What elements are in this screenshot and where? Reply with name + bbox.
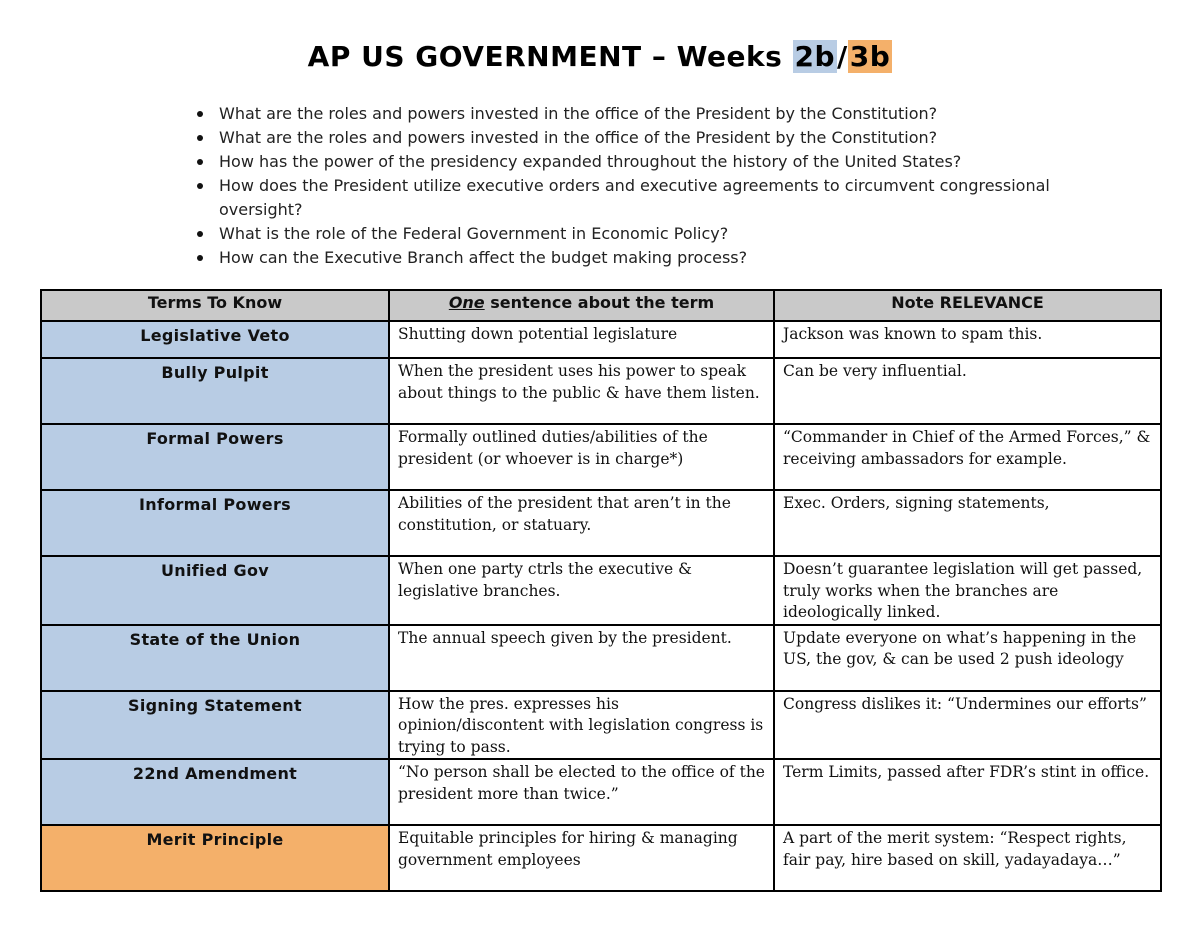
relevance-cell: Can be very influential. xyxy=(774,358,1161,424)
table-row xyxy=(41,321,1161,358)
sentence-cell: When one party ctrls the executive & legislative branches. xyxy=(389,556,774,625)
sentence-cell: Formally outlined duties/abilities of the president (or whoever is in charge*) xyxy=(389,424,774,490)
title-prefix: AP US GOVERNMENT – Weeks xyxy=(307,40,793,73)
relevance-cell: “Commander in Chief of the Armed Forces,” & receiving ambassadors for example. xyxy=(774,424,1161,490)
question-item: What is the role of the Federal Government in Economic Policy? xyxy=(195,222,1095,246)
title-week-b: 3b xyxy=(849,40,891,73)
sentence-cell: How the pres. expresses his opinion/discontent with legislation congress is trying to pass. xyxy=(389,691,774,760)
relevance-cell: Update everyone on what’s happening in the US, the gov, & can be used 2 push ideology xyxy=(774,625,1161,691)
question-item: What are the roles and powers invested in the office of the President by the Constitution? xyxy=(195,126,1095,150)
sentence-cell: Abilities of the president that aren’t in the constitution, or statuary. xyxy=(389,490,774,556)
table-row xyxy=(41,625,1161,691)
term-cell: 22nd Amendment xyxy=(41,759,389,825)
header-sentence xyxy=(389,290,774,321)
relevance-cell: Term Limits, passed after FDR’s stint in office. xyxy=(774,759,1161,825)
sentence-cell: The annual speech given by the president. xyxy=(389,625,774,691)
term-cell: Merit Principle xyxy=(41,825,389,891)
terms-table xyxy=(40,289,1162,892)
table-row xyxy=(41,556,1161,625)
question-item: How does the President utilize executive orders and executive agreements to circumvent congressional oversight? xyxy=(195,174,1095,222)
page-title xyxy=(0,40,1200,73)
table-row xyxy=(41,358,1161,424)
relevance-cell: Exec. Orders, signing statements, xyxy=(774,490,1161,556)
sentence-cell: When the president uses his power to speak about things to the public & have them listen. xyxy=(389,358,774,424)
term-cell: Informal Powers xyxy=(41,490,389,556)
title-week-a: 2b xyxy=(794,40,836,73)
term-cell: Signing Statement xyxy=(41,691,389,760)
question-item: What are the roles and powers invested in the office of the President by the Constitution? xyxy=(195,102,1095,126)
term-cell: Legislative Veto xyxy=(41,321,389,358)
relevance-cell: Congress dislikes it: “Undermines our efforts” xyxy=(774,691,1161,760)
header-terms: Terms To Know xyxy=(41,290,389,321)
question-item: How can the Executive Branch affect the budget making process? xyxy=(195,246,1095,270)
table-row xyxy=(41,490,1161,556)
relevance-cell: A part of the merit system: “Respect rights, fair pay, hire based on skill, yadayadaya…” xyxy=(774,825,1161,891)
sentence-cell: Equitable principles for hiring & managing government employees xyxy=(389,825,774,891)
header-relevance: Note RELEVANCE xyxy=(774,290,1161,321)
sentence-cell: Shutting down potential legislature xyxy=(389,321,774,358)
relevance-cell: Jackson was known to spam this. xyxy=(774,321,1161,358)
table-row xyxy=(41,691,1161,760)
term-cell: Bully Pulpit xyxy=(41,358,389,424)
sentence-cell: “No person shall be elected to the office of the president more than twice.” xyxy=(389,759,774,825)
header-sentence-rest: sentence about the term xyxy=(484,293,715,312)
header-sentence-emphasis: One xyxy=(448,293,485,312)
table-header-row xyxy=(41,290,1161,321)
table-row xyxy=(41,424,1161,490)
table-row xyxy=(41,759,1161,825)
title-separator: / xyxy=(837,40,848,73)
term-cell: State of the Union xyxy=(41,625,389,691)
term-cell: Unified Gov xyxy=(41,556,389,625)
relevance-cell: Doesn’t guarantee legislation will get passed, truly works when the branches are ideologically linked. xyxy=(774,556,1161,625)
term-cell: Formal Powers xyxy=(41,424,389,490)
question-item: How has the power of the presidency expanded throughout the history of the United States? xyxy=(195,150,1095,174)
guiding-questions-list xyxy=(195,102,1095,270)
table-row xyxy=(41,825,1161,891)
